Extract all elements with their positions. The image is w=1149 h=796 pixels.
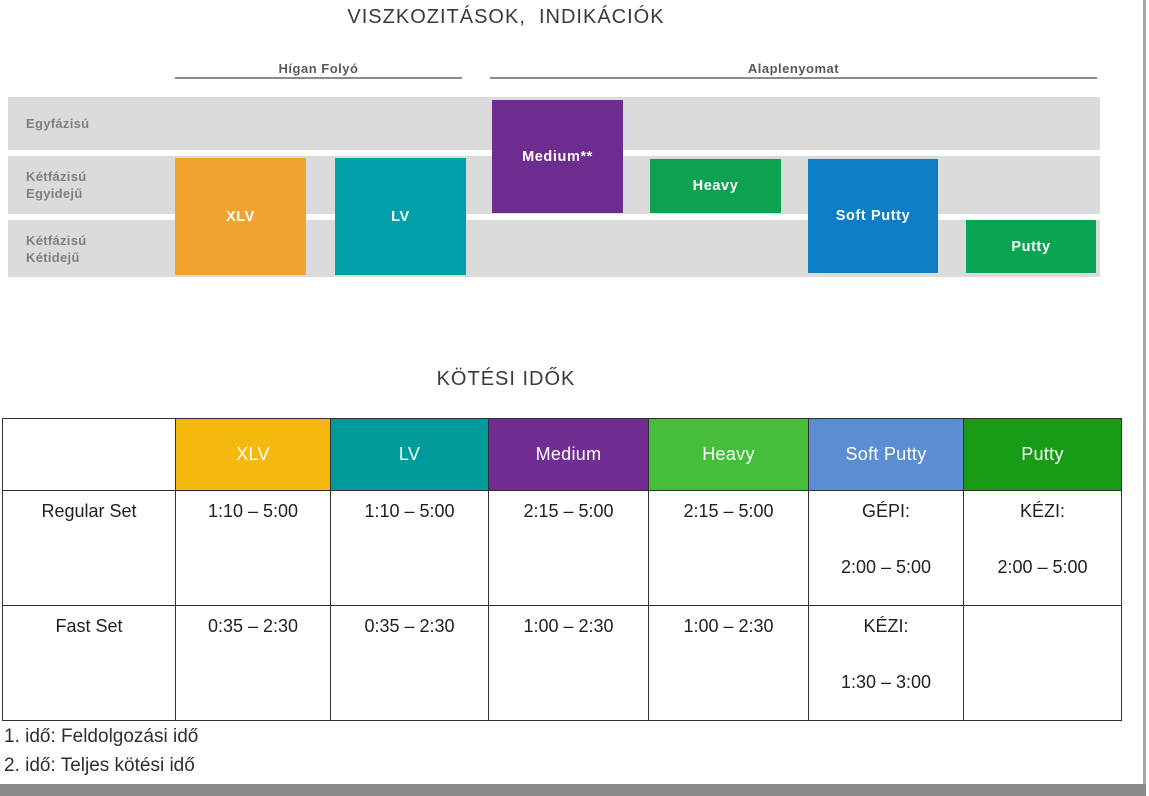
cell-line1: 2:15 – 5:00 <box>683 501 774 521</box>
block-label: Heavy <box>692 178 739 194</box>
table-title: KÖTÉSI IDŐK <box>436 368 576 390</box>
table-cell <box>489 606 649 721</box>
table-header-putty <box>964 419 1122 491</box>
cell-line2: 2:00 – 5:00 <box>997 557 1088 577</box>
cell-line1: 0:35 – 2:30 <box>207 616 299 636</box>
block-label: Soft Putty <box>835 208 911 224</box>
table-cell <box>809 606 964 721</box>
cell-line2: 2:00 – 5:00 <box>840 557 932 577</box>
cell-line1: 1:00 – 2:30 <box>523 616 614 636</box>
table-header-row <box>3 419 1122 491</box>
table-row-fast-set <box>3 606 1122 721</box>
bottom-cutoff-bar <box>0 784 1146 796</box>
setting-times-table <box>2 418 1122 721</box>
column-label: LV <box>398 444 421 464</box>
row-label: Regular Set <box>3 491 176 606</box>
table-cell <box>176 606 331 721</box>
group-label-alaplenyomat: Alaplenyomat <box>747 61 840 76</box>
block-lv <box>335 158 466 275</box>
block-label: Medium** <box>522 148 593 165</box>
table-cell <box>964 606 1122 721</box>
column-label: XLV <box>236 444 270 464</box>
column-label: Putty <box>1021 444 1064 464</box>
band-label <box>8 168 87 202</box>
band-label-line1: Egyfázisú <box>26 116 90 131</box>
cell-line1: 1:10 – 5:00 <box>207 501 299 521</box>
column-label: Soft Putty <box>845 444 927 464</box>
row-label: Fast Set <box>3 606 176 721</box>
table-header-lv <box>331 419 489 491</box>
block-putty <box>966 220 1096 273</box>
table-cell <box>809 491 964 606</box>
table-cell <box>964 491 1122 606</box>
cell-line1: 1:00 – 2:30 <box>683 616 774 636</box>
cell-line1: 2:15 – 5:00 <box>523 501 614 521</box>
table-cell <box>489 491 649 606</box>
group-underline-right <box>490 77 1097 79</box>
block-label: LV <box>391 208 410 225</box>
footnote-1: 1. idő: Feldolgozási idő <box>4 726 199 747</box>
column-label: Heavy <box>702 444 755 464</box>
band-label-line2: Egyidejű <box>26 186 83 201</box>
cell-line1: KÉZI: <box>1019 501 1065 521</box>
block-soft-putty <box>808 159 938 273</box>
band-label-line1: Kétfázisú <box>26 169 87 184</box>
band-label-line1: Kétfázisú <box>26 232 87 248</box>
block-heavy <box>650 159 781 213</box>
cell-line1: GÉPI: <box>861 501 910 521</box>
table-row-regular-set <box>3 491 1122 606</box>
table-cell <box>331 491 489 606</box>
cell-line1: 1:10 – 5:00 <box>364 501 455 521</box>
column-label: Medium <box>535 444 602 464</box>
table-header-medium <box>489 419 649 491</box>
page-right-border <box>1143 0 1146 784</box>
block-label: Putty <box>1011 238 1051 255</box>
block-label: XLV <box>226 208 255 225</box>
table-cell <box>176 491 331 606</box>
table-header-heavy <box>649 419 809 491</box>
cell-line1: KÉZI: <box>863 616 909 636</box>
group-label-higan-folyo: Hígan Folyó <box>278 61 359 76</box>
group-underline-left <box>175 77 462 79</box>
diagram-title: VISZKOZITÁSOK, INDIKÁCIÓK <box>347 6 665 28</box>
cell-line1: 0:35 – 2:30 <box>364 616 455 636</box>
table-header-xlv <box>176 419 331 491</box>
band-label <box>8 115 89 132</box>
block-xlv <box>175 158 306 275</box>
footnote-2: 2. idő: Teljes kötési idő <box>4 755 195 776</box>
band-label <box>8 232 87 266</box>
table-header-soft-putty <box>809 419 964 491</box>
table-cell <box>649 606 809 721</box>
cell-line2: 1:30 – 3:00 <box>840 672 932 692</box>
table-cell <box>331 606 489 721</box>
block-medium <box>492 100 623 213</box>
band-label-line2: Kétidejű <box>26 249 80 265</box>
table-cell <box>649 491 809 606</box>
table-header-empty <box>3 419 176 491</box>
